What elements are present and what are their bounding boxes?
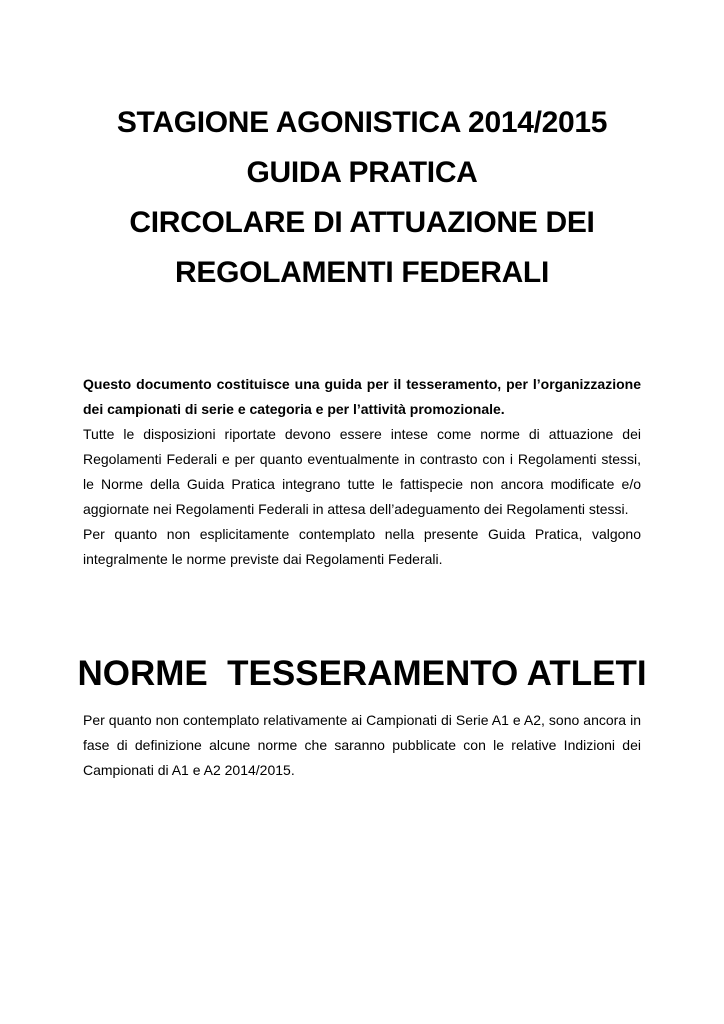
intro-text [83,372,641,572]
title-line: STAGIONE AGONISTICA 2014/2015 [116,106,608,139]
section-text [83,708,641,783]
intro-lead-paragraph: Questo documento costituisce una guida per il tesseramento, per l’organizzazione dei campionati di serie e categoria e per l’attività promozionale. [83,376,641,417]
section-heading: NORME TESSERAMENTO ATLETI [77,654,647,693]
document-title [60,98,664,298]
title-line: GUIDA PRATICA [246,156,478,189]
section-paragraph: Per quanto non contemplato relativamente ai Campionati di Serie A1 e A2, sono ancora in fase di definizione alcune norme che saranno pubblicate con le relative Indizioni dei Campionati di A1 e A2 2014/2015. [83,712,641,778]
title-line: CIRCOLARE DI ATTUAZIONE DEI [129,206,595,239]
intro-paragraph: Tutte le disposizioni riportate devono essere intese come norme di attuazione dei Regolamenti Federali e per quanto eventualmente in contrasto con i Regolamenti stessi, le Norme della Guida Pratica integrano tutte le fattispecie non ancora modificate e/o aggiornate nei Regolamenti Federali in attesa dell’adeguamento dei Regolamenti stessi. [83,426,641,517]
intro-paragraph: Per quanto non esplicitamente contemplato nella presente Guida Pratica, valgono integralmente le norme previste dai Regolamenti Federali. [83,526,641,567]
title-line: REGOLAMENTI FEDERALI [175,256,549,289]
